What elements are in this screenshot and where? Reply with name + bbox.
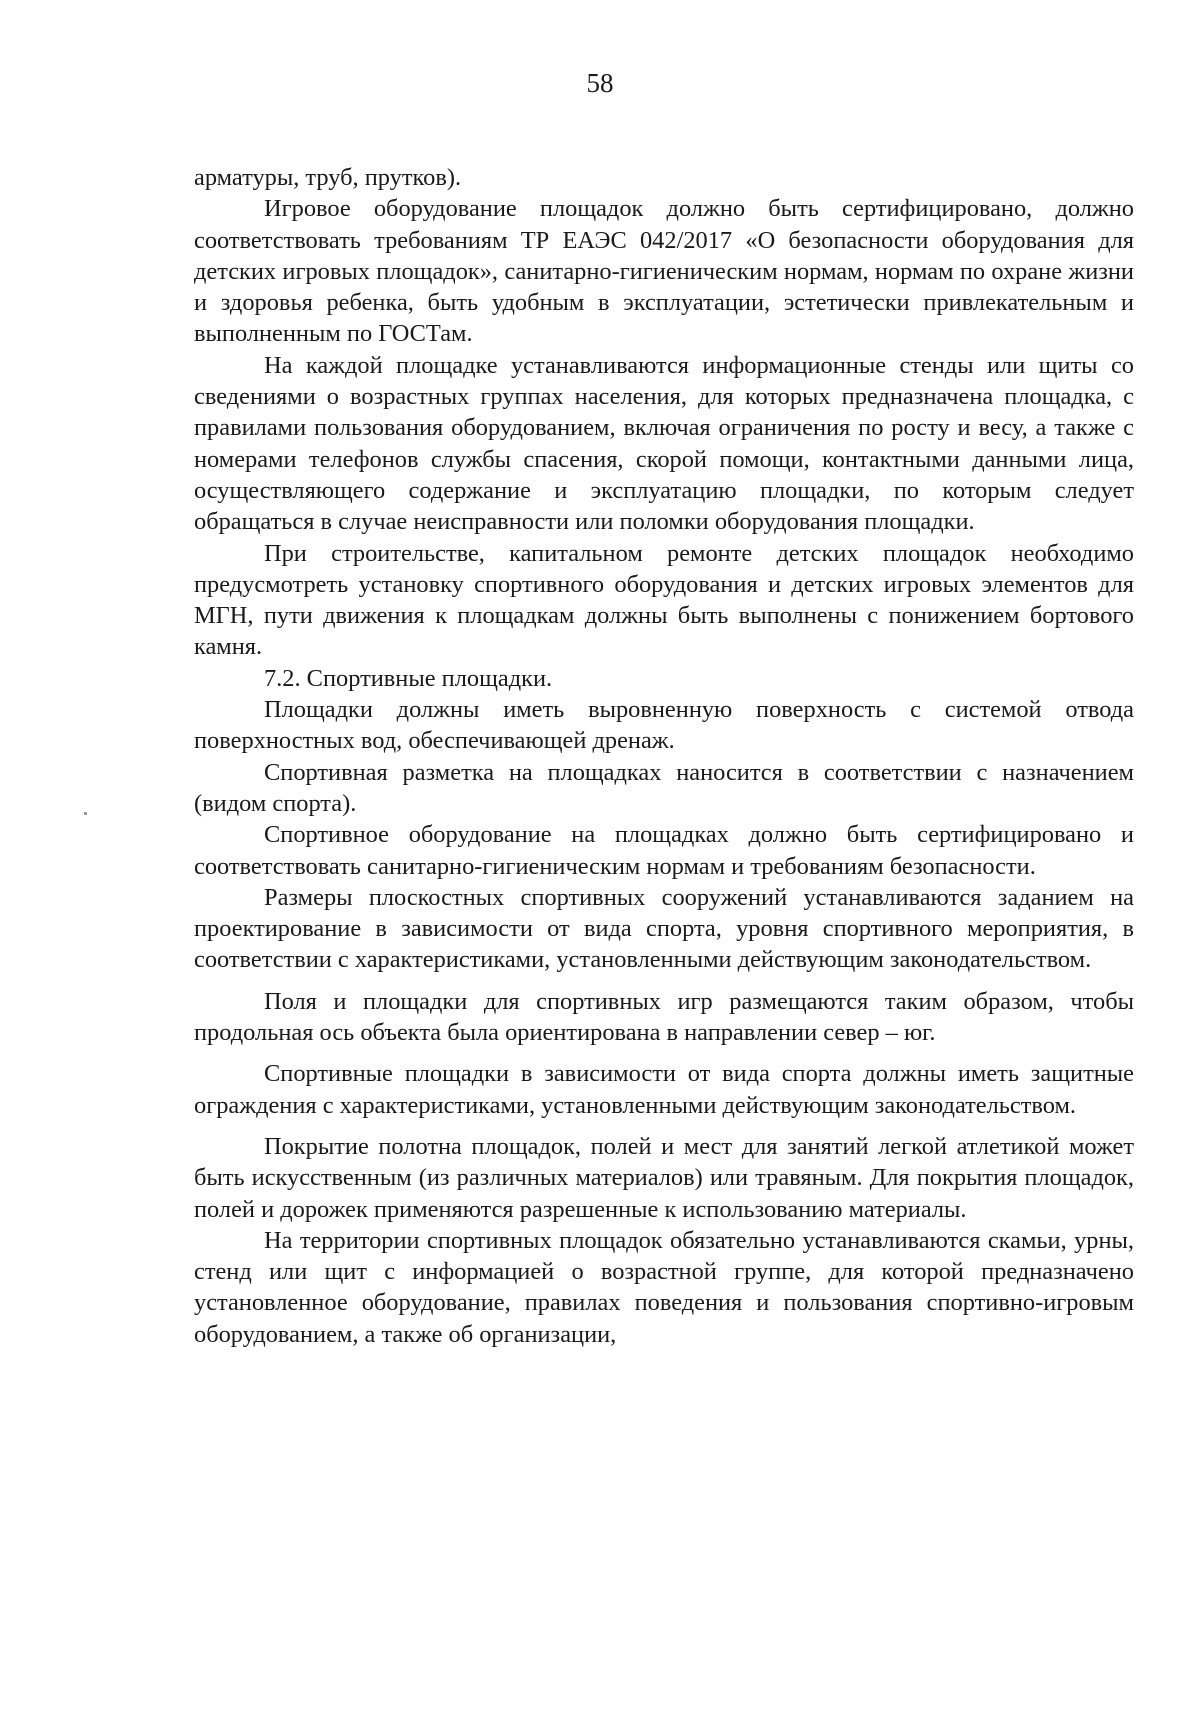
document-body	[194, 162, 1134, 1350]
paragraph-field-orientation: Поля и площадки для спортивных игр размещаются таким образом, чтобы продольная ось объекта была ориентирована в направлении север – юг.	[194, 987, 1134, 1047]
scan-speck	[84, 812, 87, 815]
paragraph-field-coverage: Покрытие полотна площадок, полей и мест для занятий легкой атлетикой может быть искусственным (из различных материалов) или травяным. Для покрытия площадок, полей и дорожек применяются разрешенные к использованию материалы.	[194, 1132, 1134, 1223]
paragraph-gap	[194, 1048, 1134, 1058]
paragraph-gap	[194, 1121, 1134, 1131]
section-heading-sports-grounds: 7.2. Спортивные площадки.	[264, 664, 553, 692]
paragraph-site-amenities: На территории спортивных площадок обязательно устанавливаются скамьи, урны, стенд или щит с информацией о возрастной группе, для которой предназначено установленное оборудование, правилах поведения и пользования спортивно-игровым оборудованием, а также об организации,	[194, 1226, 1134, 1348]
paragraph-gap	[194, 976, 1134, 986]
paragraph-surface-drainage: Площадки должны иметь выровненную поверхность с системой отвода поверхностных вод, обеспечивающей дренаж.	[194, 696, 1134, 755]
paragraph-mgn-equipment: При строительстве, капитальном ремонте детских площадок необходимо предусмотреть установку спортивного оборудования и детских игровых элементов для МГН, пути движения к площадкам должны быть выполнены с понижением бортового камня.	[194, 539, 1134, 661]
paragraph-sports-marking: Спортивная разметка на площадках наносится в соответствии с назначением (видом спорта).	[194, 758, 1134, 817]
page-number: 58	[586, 68, 614, 98]
paragraph-sports-equipment: Спортивное оборудование на площадках должно быть сертифицировано и соответствовать санитарно-гигиеническим нормам и требованиям безопасности.	[194, 821, 1134, 880]
paragraph-continuation: арматуры, труб, прутков).	[194, 164, 462, 191]
paragraph-protective-fencing: Спортивные площадки в зависимости от вида спорта должны иметь защитные ограждения с характеристиками, установленными действующим законодательством.	[194, 1060, 1134, 1119]
paragraph-facility-sizes: Размеры плоскостных спортивных сооружений устанавливаются заданием на проектирование в зависимости от вида спорта, уровня спортивного мероприятия, в соответствии с характеристиками, установленными действующим законодательством.	[194, 883, 1134, 974]
paragraph-info-stands: На каждой площадке устанавливаются информационные стенды или щиты со сведениями о возрастных группах населения, для которых предназначена площадка, с правилами пользования оборудованием, включая ограничения по росту и весу, а также с номерами телефонов службы спасения, скорой помощи, контактными данными лица, осуществляющего содержание и эксплуатацию площадки, по которым следует обращаться в случае неисправности или поломки оборудования площадки.	[194, 351, 1134, 536]
paragraph-play-equipment: Игровое оборудование площадок должно быть сертифицировано, должно соответствовать требованиям ТР ЕАЭС 042/2017 «О безопасности оборудования для детских игровых площадок», санитарно-гигиеническим нормам, нормам по охране жизни и здоровья ребенка, быть удобным в эксплуатации, эстетически привлекательным и выполненным по ГОСТам.	[194, 195, 1134, 348]
